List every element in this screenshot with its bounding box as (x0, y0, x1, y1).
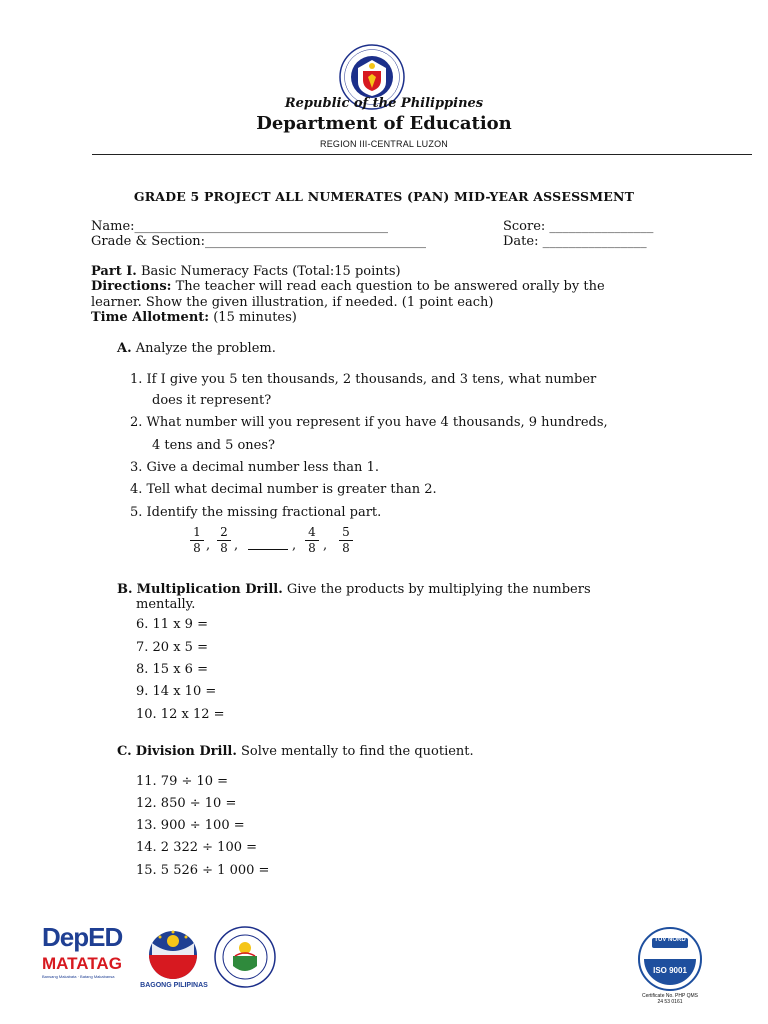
comma: , (323, 538, 328, 553)
division-item: 13. 900 ÷ 100 = (136, 818, 245, 833)
directions-text-1: The teacher will read each question to be answered orally by the (175, 279, 605, 294)
part1-heading-text: Basic Numeracy Facts (Total:15 points) (140, 264, 401, 279)
republic-heading: Republic of the Philippines (284, 96, 484, 111)
question-2-line-1: 2. What number will you represent if you have 4 thousands, 9 hundreds, (130, 415, 608, 430)
section-b-heading (117, 582, 591, 597)
fraction-4 (339, 526, 353, 555)
section-c-title: Division Drill. (135, 744, 237, 759)
fraction-4-denominator: 8 (342, 541, 350, 555)
time-value: (15 minutes) (213, 310, 297, 325)
certificate-line-2: 24 53 0161 (657, 999, 683, 1005)
comma: , (234, 538, 239, 553)
section-c-heading (117, 744, 474, 759)
fraction-1-denominator: 8 (193, 541, 201, 555)
division-item: 12. 850 ÷ 10 = (136, 796, 237, 811)
question-1-line-2: does it represent? (152, 393, 272, 408)
assessment-title: GRADE 5 PROJECT ALL NUMERATES (PAN) MID-YEAR ASSESSMENT (133, 189, 635, 204)
multiplication-item: 6. 11 x 9 = (136, 617, 208, 632)
question-4: 4. Tell what decimal number is greater than 2. (130, 482, 437, 497)
part1-heading (91, 264, 401, 279)
grade-section-field[interactable]: Grade & Section:__________________________________ (91, 234, 427, 249)
region-heading: REGION III-CENTRAL LUZON (320, 139, 448, 149)
score-field[interactable]: Score: ________________ (503, 219, 654, 234)
missing-fraction-blank[interactable] (248, 549, 288, 550)
fraction-1-numerator: 1 (193, 525, 201, 539)
date-field[interactable]: Date: ________________ (503, 234, 647, 249)
question-2-line-2: 4 tens and 5 ones? (152, 438, 276, 453)
bagong-pilipinas-text: BAGONG PILIPINAS (140, 982, 208, 989)
fraction-3 (305, 526, 319, 555)
multiplication-item: 8. 15 x 6 = (136, 662, 208, 677)
section-a-text: Analyze the problem. (135, 341, 276, 356)
directions-line-2: learner. Show the given illustration, if needed. (1 point each) (91, 295, 494, 310)
fraction-2-denominator: 8 (220, 541, 228, 555)
fraction-2 (217, 526, 231, 555)
time-label: Time Allotment: (91, 310, 210, 325)
department-heading: Department of Education (256, 113, 512, 134)
certificate-line-1: Certificate No. PHP QMS (641, 993, 699, 999)
matatag-tagline: Bansang Makabata · Batang Makabansa (42, 974, 115, 979)
section-b-text-2: mentally. (136, 597, 196, 612)
division-item: 14. 2 322 ÷ 100 = (136, 840, 258, 855)
section-a-label: A. (117, 341, 132, 356)
directions-label: Directions: (91, 279, 172, 294)
tuv-iso-logo (630, 926, 710, 992)
directions-line-1 (91, 279, 605, 294)
matatag-text: MATATAG (42, 954, 122, 973)
question-3: 3. Give a decimal number less than 1. (130, 460, 379, 475)
time-allotment (91, 310, 297, 325)
certificate-number (620, 993, 720, 1005)
deped-department-seal (209, 926, 281, 988)
multiplication-item: 7. 20 x 5 = (136, 640, 208, 655)
division-item: 11. 79 ÷ 10 = (136, 774, 229, 789)
part1-label: Part I. (91, 264, 137, 279)
fraction-3-denominator: 8 (308, 541, 316, 555)
fraction-2-numerator: 2 (220, 525, 228, 539)
header-divider (92, 154, 752, 155)
section-b-text: Give the products by multiplying the numbers (286, 582, 591, 597)
section-c-label: C. (117, 744, 132, 759)
deped-matatag-logo (42, 922, 130, 992)
question-5: 5. Identify the missing fractional part. (130, 505, 382, 520)
tuv-brand-text: TÜV NORD (654, 937, 686, 943)
fraction-1 (190, 526, 204, 555)
section-c-text: Solve mentally to find the quotient. (241, 744, 474, 759)
fraction-4-numerator: 5 (342, 525, 350, 539)
comma: , (206, 538, 211, 553)
question-1-line-1: 1. If I give you 5 ten thousands, 2 thousands, and 3 tens, what number (130, 372, 597, 387)
iso-text: ISO 9001 (653, 966, 687, 975)
bagong-pilipinas-logo (140, 929, 206, 981)
fraction-3-numerator: 4 (308, 525, 316, 539)
section-a-heading (117, 341, 276, 356)
multiplication-item: 10. 12 x 12 = (136, 707, 225, 722)
division-item: 15. 5 526 ÷ 1 000 = (136, 863, 270, 878)
comma: , (292, 538, 297, 553)
section-b-label: B. (117, 582, 133, 597)
multiplication-item: 9. 14 x 10 = (136, 684, 217, 699)
deped-logo-text: DepED (42, 922, 123, 952)
section-b-title: Multiplication Drill. (136, 582, 283, 597)
name-field[interactable]: Name:_______________________________________ (91, 219, 389, 234)
